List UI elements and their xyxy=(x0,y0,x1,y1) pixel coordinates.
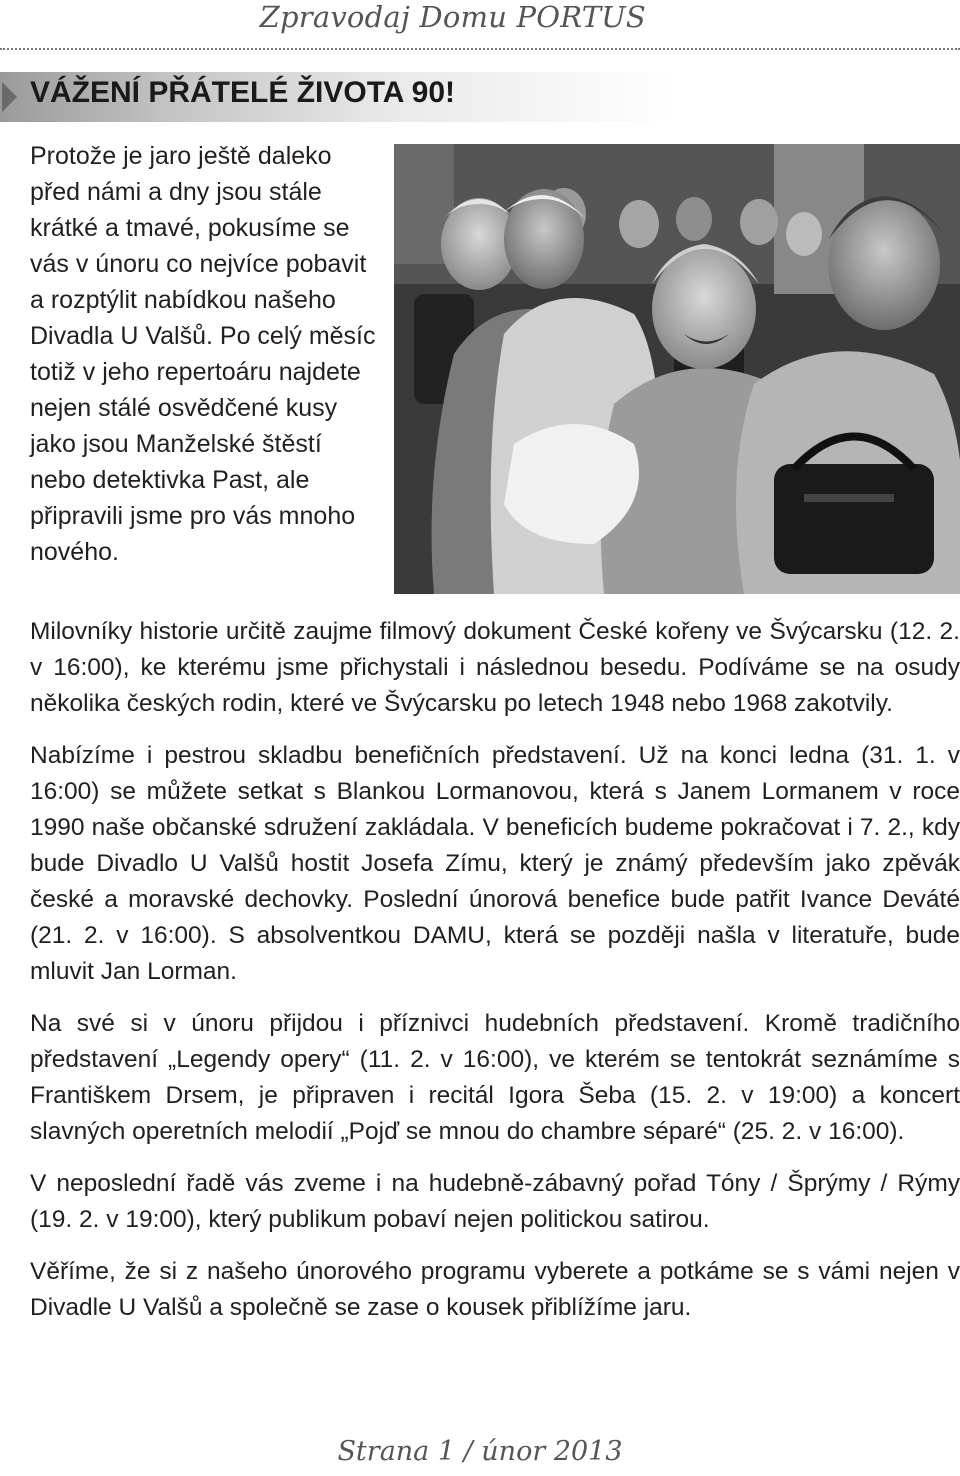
body-paragraph: Nabízíme i pestrou skladbu benefičních představení. Už na konci ledna (31. 1. v 16:00) se můžete setkat s Blankou Lormanovou, která s Janem Lormanem v roce 1990 naše občanské sdružení zakládala. V beneficích budeme pokračovat i 7. 2., kdy bude Divadlo U Valšů hostit Josefa Zímu, který je známý především jako zpěvák české a moravské dechovky. Poslední únorová benefice bude patřit Ivance Deváté (21. 2. v 16:00). S absolventkou DAMU, která se později našla v literatuře, bude mluvit Jan Lorman. xyxy=(30,742,960,985)
article-heading: VÁŽENÍ PŘÁTELÉ ŽIVOTA 90! xyxy=(30,76,456,109)
arrow-right-icon xyxy=(2,82,17,112)
article-banner xyxy=(0,72,960,122)
intro-paragraph: Protože je jaro ještě daleko před námi a dny jsou stále krátké a tmavé, pokusíme se vás v únoru co nejvíce pobavit a rozptýlit nabídkou našeho Divadla U Valšů. Po celý měsíc totiž v jeho repertoáru najdete nejen stálé osvědčené kusy jako jsou Manželské štěstí nebo detektivka Past, ale připravili jsme pro vás mnoho nového. xyxy=(30,142,376,566)
publication-title: Zpravodaj Domu PORTUS xyxy=(259,0,646,34)
audience-photo xyxy=(394,144,960,594)
header-divider xyxy=(0,48,960,50)
article-body xyxy=(30,614,960,1342)
page-footer: Strana 1 / únor 2013 xyxy=(337,1436,623,1467)
body-paragraph: Na své si v únoru přijdou i příznivci hudebních představení. Kromě tradičního představení „Legendy opery“ (11. 2. v 16:00), ve kterém se tentokrát seznámíme s Františkem Drsem, je připraven i recitál Igora Šeba (15. 2. v 19:00) a koncert slavných operetních melodií „Pojď se mnou do chambre séparé“ (25. 2. v 16:00). xyxy=(30,1010,960,1145)
body-paragraph: Věříme, že si z našeho únorového programu vyberete a potkáme se s vámi nejen v Divadle U Valšů a společně se zase o kousek přiblížíme jaru. xyxy=(30,1258,960,1321)
body-paragraph: V neposlední řadě vás zveme i na hudebně-zábavný pořad Tóny / Šprýmy / Rýmy (19. 2. v 19:00), který publikum pobaví nejen politickou satirou. xyxy=(30,1170,960,1233)
body-paragraph: Milovníky historie určitě zaujme filmový dokument České kořeny ve Švýcarsku (12. 2. v 16:00), ke kterému jsme přichystali i následnou besedu. Podíváme se na osudy několika českých rodin, které ve Švýcarsku po letech 1948 nebo 1968 zakotvily. xyxy=(30,618,960,717)
